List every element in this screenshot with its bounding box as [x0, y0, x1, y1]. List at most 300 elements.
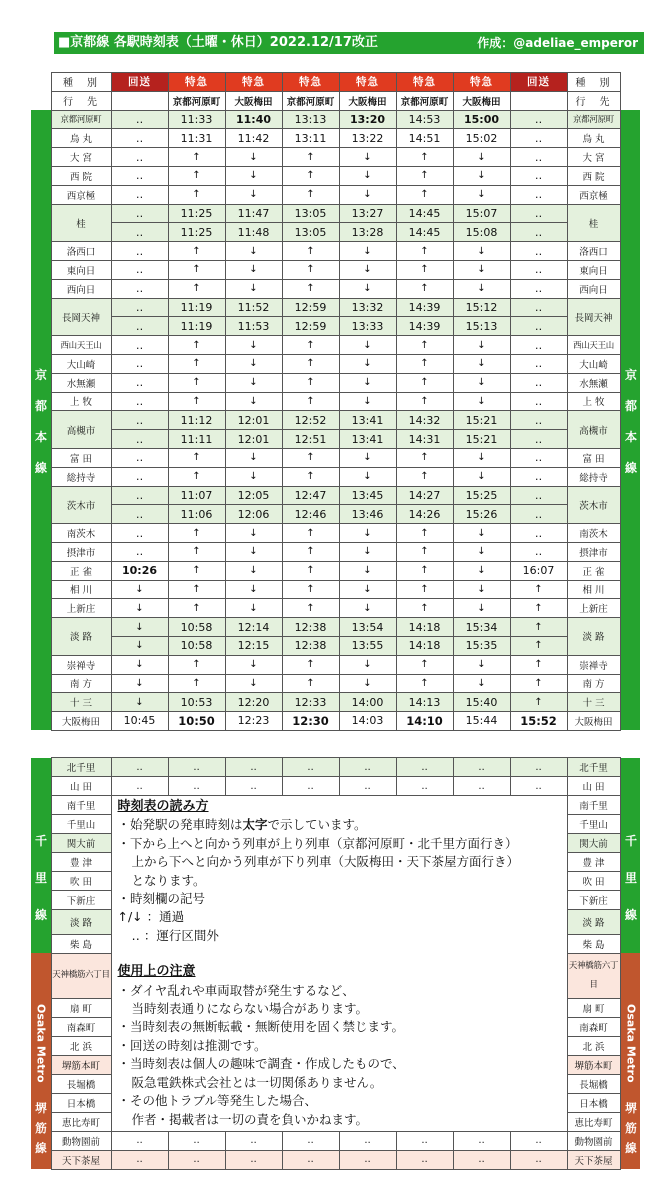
time-cell: ‥: [510, 448, 567, 467]
page-header: [54, 32, 644, 54]
station-name: 大阪梅田: [567, 712, 620, 731]
time-cell: ‥: [510, 166, 567, 185]
time-cell: ‥: [339, 777, 396, 796]
time-cell: ‥: [510, 354, 567, 373]
time-cell: ‥: [168, 777, 225, 796]
time-cell: 13:45: [339, 486, 396, 505]
time-cell: ↓: [111, 655, 168, 674]
table-row: [31, 110, 640, 129]
time-cell: ↓: [339, 279, 396, 298]
line-label-char: 線: [34, 461, 47, 475]
station-name: 山 田: [567, 777, 620, 796]
station-name: 長岡天神: [51, 298, 111, 336]
time-cell: ‥: [510, 336, 567, 355]
time-cell: ‥: [111, 279, 168, 298]
table-row: [31, 524, 640, 543]
time-cell: 14:32: [396, 411, 453, 430]
time-cell: ↓: [453, 467, 510, 486]
table-row: [31, 505, 640, 524]
time-cell: ↓: [225, 185, 282, 204]
train-type: 特急: [225, 73, 282, 92]
note-line: となります。: [131, 872, 206, 888]
time-cell: ↑: [510, 580, 567, 599]
table-row: [31, 336, 640, 355]
time-cell: ↓: [339, 336, 396, 355]
train-type: 特急: [396, 73, 453, 92]
station-name: 北千里: [51, 758, 111, 777]
time-cell: ‥: [510, 411, 567, 430]
spacer: [620, 73, 640, 92]
time-cell: ‥: [510, 542, 567, 561]
line-label-char: 千: [624, 833, 637, 848]
time-cell: ‥: [510, 148, 567, 167]
station-name: 東向日: [567, 260, 620, 279]
table-row: [31, 354, 640, 373]
time-cell: ↓: [339, 185, 396, 204]
station-name: 西山天王山: [51, 336, 111, 355]
time-cell: 10:53: [168, 693, 225, 712]
time-cell: 12:33: [282, 693, 339, 712]
time-cell: ↓: [225, 580, 282, 599]
table-row: [31, 674, 640, 693]
line-label-char: 京: [624, 368, 637, 382]
notes-panel: [111, 796, 567, 1132]
spacer: [31, 91, 51, 110]
time-cell: ↓: [111, 674, 168, 693]
time-cell: ↓: [339, 354, 396, 373]
time-cell: ‥: [225, 1131, 282, 1150]
table-row: [31, 223, 640, 242]
line-label-char: 京: [34, 368, 47, 382]
station-name: 千里山: [51, 815, 111, 834]
time-cell: 14:45: [396, 204, 453, 223]
time-cell: ↑: [282, 279, 339, 298]
time-cell: 13:13: [282, 110, 339, 129]
time-cell: ‥: [510, 373, 567, 392]
time-cell: ↓: [111, 599, 168, 618]
time-cell: ↓: [225, 599, 282, 618]
station-name: 総持寺: [567, 467, 620, 486]
station-name: 洛西口: [51, 242, 111, 261]
table-row: [31, 758, 640, 777]
time-cell: 12:20: [225, 693, 282, 712]
station-name: 柴 島: [51, 934, 111, 953]
time-cell: ↑: [282, 599, 339, 618]
time-cell: ↑: [168, 655, 225, 674]
train-destination: 京都河原町: [282, 91, 339, 110]
dest-label: 行 先: [567, 91, 620, 110]
time-cell: 11:47: [225, 204, 282, 223]
station-name: 桂: [567, 204, 620, 242]
time-cell: ↑: [282, 354, 339, 373]
time-cell: ‥: [396, 1150, 453, 1169]
station-name: 十 三: [567, 693, 620, 712]
table-row: [31, 242, 640, 261]
time-cell: 15:00: [453, 110, 510, 129]
time-cell: ↑: [168, 467, 225, 486]
station-name: 大山崎: [51, 354, 111, 373]
time-cell: 13:05: [282, 204, 339, 223]
station-name: 大阪梅田: [51, 712, 111, 731]
time-cell: ‥: [111, 148, 168, 167]
time-cell: ‥: [453, 1150, 510, 1169]
time-cell: ↓: [225, 524, 282, 543]
time-cell: ‥: [282, 1131, 339, 1150]
time-cell: ↑: [282, 561, 339, 580]
time-cell: 13:20: [339, 110, 396, 129]
station-name: 相 川: [567, 580, 620, 599]
time-cell: 12:01: [225, 411, 282, 430]
time-cell: ↑: [168, 148, 225, 167]
time-cell: ↑: [282, 242, 339, 261]
station-name: 淡 路: [51, 910, 111, 935]
time-cell: 11:52: [225, 298, 282, 317]
time-cell: 11:19: [168, 317, 225, 336]
time-cell: ‥: [510, 467, 567, 486]
spacer: [31, 73, 51, 92]
station-name: 恵比寿町: [51, 1112, 111, 1131]
kyoto-line-timetable: [31, 72, 640, 731]
time-cell: ↓: [453, 260, 510, 279]
time-cell: ‥: [111, 411, 168, 430]
time-cell: 15:02: [453, 129, 510, 148]
time-cell: ↑: [396, 185, 453, 204]
table-row: [31, 561, 640, 580]
table-row: [31, 693, 640, 712]
table-row: [31, 129, 640, 148]
time-cell: ‥: [510, 204, 567, 223]
table-row: [31, 166, 640, 185]
time-cell: ↑: [396, 392, 453, 411]
type-label: 種 別: [567, 73, 620, 92]
station-name: 扇 町: [567, 998, 620, 1017]
station-name: 西向日: [567, 279, 620, 298]
note-line: 作者・掲載者は一切の責を負いかねます。: [131, 1111, 369, 1127]
time-cell: 15:52: [510, 712, 567, 731]
time-cell: ↑: [282, 542, 339, 561]
time-cell: ‥: [510, 430, 567, 449]
station-name: 恵比寿町: [567, 1112, 620, 1131]
time-cell: ‥: [510, 242, 567, 261]
line-label-char: 千: [34, 833, 47, 848]
table-row: [31, 655, 640, 674]
time-cell: 12:30: [282, 712, 339, 731]
station-name: 大 宮: [567, 148, 620, 167]
note-line: ・当時刻表は個人の趣味で調査・作成したもので、: [117, 1056, 405, 1072]
time-cell: 10:26: [111, 561, 168, 580]
train-destination: 京都河原町: [168, 91, 225, 110]
table-row: [31, 777, 640, 796]
time-cell: ↓: [339, 260, 396, 279]
time-cell: 11:53: [225, 317, 282, 336]
time-cell: ‥: [282, 1150, 339, 1169]
time-cell: ↑: [282, 185, 339, 204]
time-cell: 13:22: [339, 129, 396, 148]
table-row: [31, 636, 640, 655]
station-name: 高槻市: [567, 411, 620, 449]
line-label-char: 里: [34, 870, 47, 885]
notes-heading-reading: 時刻表の読み方: [117, 799, 209, 814]
note-line: ・時刻欄の記号: [117, 891, 206, 907]
time-cell: ↑: [168, 542, 225, 561]
station-name: 水無瀬: [51, 373, 111, 392]
time-cell: ↑: [168, 599, 225, 618]
time-cell: ↑: [396, 542, 453, 561]
time-cell: ↓: [225, 467, 282, 486]
station-name: 堺筋本町: [51, 1055, 111, 1074]
time-cell: ↑: [282, 448, 339, 467]
time-cell: ↓: [339, 148, 396, 167]
time-cell: ↑: [168, 448, 225, 467]
station-name: 動物園前: [51, 1131, 111, 1150]
time-cell: ‥: [111, 758, 168, 777]
time-cell: 10:50: [168, 712, 225, 731]
time-cell: ↑: [168, 354, 225, 373]
station-name: 北千里: [567, 758, 620, 777]
time-cell: ↓: [453, 448, 510, 467]
time-cell: 14:00: [339, 693, 396, 712]
station-name: 西京極: [51, 185, 111, 204]
time-cell: ‥: [111, 486, 168, 505]
time-cell: ↑: [510, 599, 567, 618]
time-cell: ↓: [339, 580, 396, 599]
station-name: 上 牧: [51, 392, 111, 411]
table-row: [31, 148, 640, 167]
table-row: [31, 279, 640, 298]
station-name: 北 浜: [51, 1036, 111, 1055]
note-line: ・ダイヤ乱れや車両取替が発生するなど、: [117, 982, 355, 998]
time-cell: ↑: [282, 674, 339, 693]
time-cell: ↓: [339, 166, 396, 185]
time-cell: ‥: [510, 298, 567, 317]
note-line: 上から下へと向かう列車が下り列車（大阪梅田・天下茶屋方面行き）: [131, 854, 520, 870]
time-cell: ↓: [339, 467, 396, 486]
metro-label-en: Osaka Metro: [34, 1003, 48, 1083]
station-name: 南茨木: [51, 524, 111, 543]
station-name: 西京極: [567, 185, 620, 204]
station-name: 正 雀: [567, 561, 620, 580]
time-cell: ‥: [453, 1131, 510, 1150]
time-cell: ↓: [453, 392, 510, 411]
time-cell: ‥: [510, 223, 567, 242]
time-cell: ↑: [168, 166, 225, 185]
time-cell: ‥: [396, 1131, 453, 1150]
time-cell: ‥: [111, 336, 168, 355]
station-name: 崇禅寺: [51, 655, 111, 674]
time-cell: 13:54: [339, 618, 396, 637]
time-cell: ↑: [168, 279, 225, 298]
time-cell: 11:31: [168, 129, 225, 148]
time-cell: ‥: [339, 758, 396, 777]
time-cell: ↓: [453, 166, 510, 185]
time-cell: ‥: [396, 777, 453, 796]
time-cell: ↓: [225, 448, 282, 467]
train-destination: 大阪梅田: [225, 91, 282, 110]
time-cell: 15:35: [453, 636, 510, 655]
time-cell: ↑: [282, 373, 339, 392]
station-name: 長岡天神: [567, 298, 620, 336]
spacer: [620, 91, 640, 110]
senri-line-label-right: [621, 812, 641, 942]
time-cell: ‥: [111, 392, 168, 411]
time-cell: 15:25: [453, 486, 510, 505]
time-cell: ‥: [510, 1131, 567, 1150]
station-name: 南千里: [51, 796, 111, 815]
time-cell: 14:26: [396, 505, 453, 524]
station-name: 上新庄: [51, 599, 111, 618]
time-cell: ‥: [282, 758, 339, 777]
time-cell: 10:58: [168, 618, 225, 637]
time-cell: ‥: [339, 1150, 396, 1169]
time-cell: ↑: [168, 373, 225, 392]
time-cell: 13:27: [339, 204, 396, 223]
train-type: 特急: [282, 73, 339, 92]
time-cell: ↓: [225, 336, 282, 355]
time-cell: ↑: [282, 655, 339, 674]
time-cell: ↑: [282, 336, 339, 355]
station-name: 日本橋: [567, 1093, 620, 1112]
time-cell: 15:12: [453, 298, 510, 317]
kyoto-line-label-left: [31, 346, 51, 496]
time-cell: ‥: [111, 542, 168, 561]
station-name: 西 院: [567, 166, 620, 185]
time-cell: ↓: [225, 354, 282, 373]
time-cell: 11:42: [225, 129, 282, 148]
table-row: [31, 448, 640, 467]
station-name: 十 三: [51, 693, 111, 712]
time-cell: ↓: [111, 636, 168, 655]
time-cell: ↑: [510, 655, 567, 674]
station-name: 下新庄: [567, 891, 620, 910]
time-cell: ↑: [168, 524, 225, 543]
time-cell: 14:18: [396, 618, 453, 637]
time-cell: 10:45: [111, 712, 168, 731]
time-cell: ↑: [282, 524, 339, 543]
time-cell: ↓: [453, 655, 510, 674]
time-cell: ‥: [225, 1150, 282, 1169]
time-cell: 15:07: [453, 204, 510, 223]
train-type: 回送: [510, 73, 567, 92]
time-cell: 13:32: [339, 298, 396, 317]
time-cell: ‥: [168, 1150, 225, 1169]
time-cell: ↑: [396, 373, 453, 392]
time-cell: 15:13: [453, 317, 510, 336]
time-cell: 14:51: [396, 129, 453, 148]
time-cell: ↓: [339, 561, 396, 580]
time-cell: ↓: [225, 674, 282, 693]
time-cell: 14:18: [396, 636, 453, 655]
time-cell: ↑: [396, 655, 453, 674]
time-cell: 11:48: [225, 223, 282, 242]
time-cell: 12:52: [282, 411, 339, 430]
time-cell: ↑: [510, 636, 567, 655]
time-cell: 11:11: [168, 430, 225, 449]
time-cell: ↓: [453, 185, 510, 204]
time-cell: ‥: [510, 1150, 567, 1169]
time-cell: ↑: [510, 693, 567, 712]
dest-label: 行 先: [51, 91, 111, 110]
time-cell: 13:33: [339, 317, 396, 336]
station-name: 相 川: [51, 580, 111, 599]
table-row: [31, 204, 640, 223]
note-line: 当時刻表通りにならない場合があります。: [131, 1001, 369, 1017]
line-label-char: 本: [624, 430, 637, 444]
time-cell: ↑: [282, 148, 339, 167]
train-type: 回送: [111, 73, 168, 92]
time-cell: ‥: [168, 758, 225, 777]
table-row: [31, 392, 640, 411]
time-cell: 10:58: [168, 636, 225, 655]
table-row: [31, 298, 640, 317]
table-row: [31, 618, 640, 637]
station-name: 南森町: [51, 1017, 111, 1036]
time-cell: ‥: [111, 260, 168, 279]
time-cell: 14:39: [396, 317, 453, 336]
station-name: 北 浜: [567, 1036, 620, 1055]
station-name: 茨木市: [51, 486, 111, 524]
time-cell: ‥: [510, 260, 567, 279]
station-name: 動物園前: [567, 1131, 620, 1150]
note-line: ・当時刻表の無断転載・無断使用を固く禁じます。: [117, 1019, 405, 1035]
time-cell: ↓: [225, 148, 282, 167]
station-name: 西 院: [51, 166, 111, 185]
station-name: 西向日: [51, 279, 111, 298]
time-cell: ↓: [225, 279, 282, 298]
time-cell: ‥: [111, 223, 168, 242]
time-cell: ↑: [396, 166, 453, 185]
time-cell: 12:05: [225, 486, 282, 505]
time-cell: 12:47: [282, 486, 339, 505]
time-cell: ↓: [225, 655, 282, 674]
table-row: [31, 1131, 640, 1150]
time-cell: ‥: [453, 777, 510, 796]
time-cell: ‥: [111, 166, 168, 185]
time-cell: ↑: [396, 354, 453, 373]
time-cell: ↓: [453, 242, 510, 261]
station-name: 淡 路: [51, 618, 111, 656]
time-cell: ↓: [225, 373, 282, 392]
time-cell: ↓: [225, 166, 282, 185]
station-name: 富 田: [51, 448, 111, 467]
station-name: 豊 津: [51, 853, 111, 872]
time-cell: ↓: [111, 580, 168, 599]
station-name: 天神橋筋六丁目: [567, 953, 620, 998]
metro-label-en: Osaka Metro: [624, 1003, 638, 1083]
station-name: 南 方: [51, 674, 111, 693]
time-cell: 14:45: [396, 223, 453, 242]
station-name: 豊 津: [567, 853, 620, 872]
time-cell: ↓: [453, 524, 510, 543]
time-cell: ↑: [396, 148, 453, 167]
notes-heading-caution: 使用上の注意: [117, 964, 196, 980]
note-line: ・始発駅の発車時刻は太字で示しています。: [117, 817, 367, 833]
time-cell: ↑: [510, 674, 567, 693]
station-name: 上 牧: [567, 392, 620, 411]
time-cell: ‥: [111, 467, 168, 486]
station-name: 関大前: [51, 834, 111, 853]
table-row: [31, 1150, 640, 1169]
time-cell: ↑: [396, 467, 453, 486]
table-row: [31, 411, 640, 430]
table-row: [31, 486, 640, 505]
time-cell: ↑: [282, 467, 339, 486]
time-cell: ↑: [168, 336, 225, 355]
station-name: 富 田: [567, 448, 620, 467]
time-cell: 14:31: [396, 430, 453, 449]
table-row: [31, 373, 640, 392]
train-type: 特急: [453, 73, 510, 92]
time-cell: ↑: [168, 580, 225, 599]
